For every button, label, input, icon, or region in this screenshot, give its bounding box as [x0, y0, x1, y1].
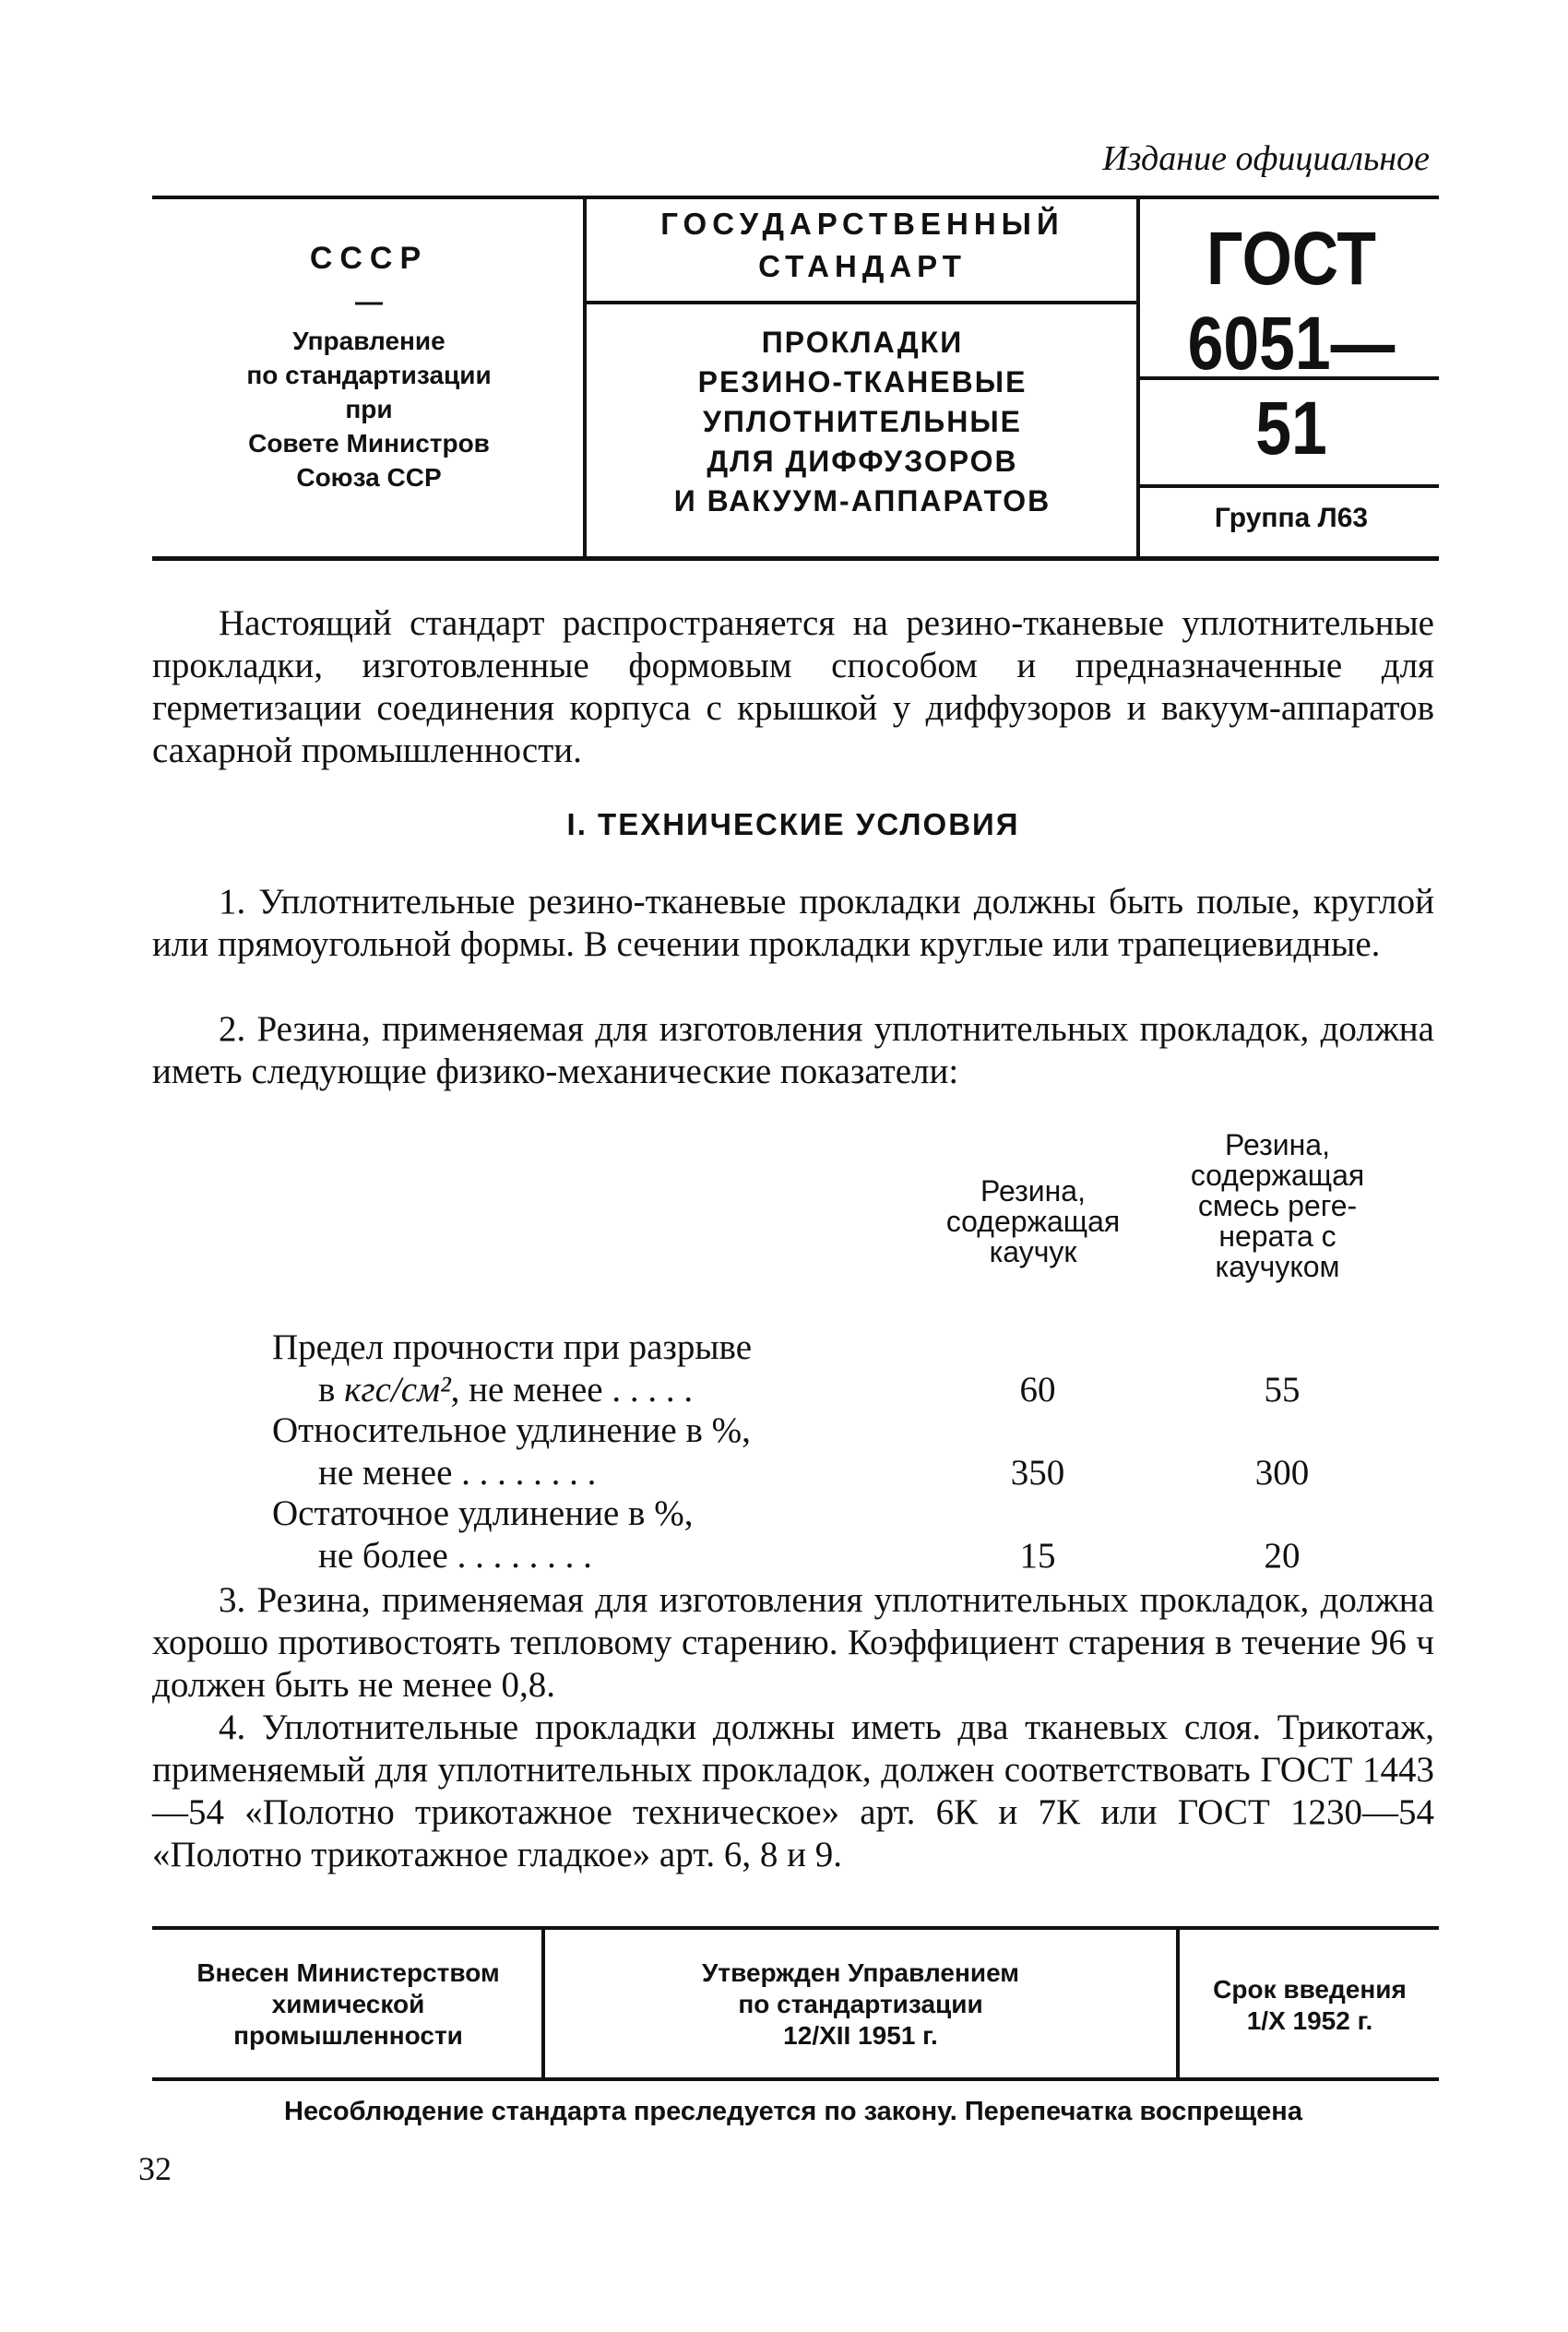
title-line: И ВАКУУМ-АППАРАТОВ — [673, 484, 1051, 518]
property-name: Остаточное удлинение в %, — [272, 1493, 694, 1533]
page-number: 32 — [138, 2150, 172, 2187]
authority-line: Совете Министров — [248, 429, 490, 458]
column-header-line: Резина, — [1225, 1128, 1330, 1161]
title-line: ДЛЯ ДИФФУЗОРОВ — [707, 445, 1018, 478]
effective-line: Срок введения — [1213, 1975, 1407, 2004]
approved-line: 12/XII 1951 г. — [783, 2021, 938, 2050]
edition-label: Издание официальное — [1102, 139, 1430, 178]
authority-line: Союза ССР — [296, 463, 442, 492]
approved-line: по стандартизации — [738, 1990, 983, 2018]
effective-date — [1181, 1974, 1439, 2037]
footer-bottom-rule — [152, 2077, 1439, 2081]
property-suffix: , не менее . . . . . — [450, 1370, 694, 1410]
title-line: ПРОКЛАДКИ — [761, 326, 964, 359]
clause-2: 2. Резина, применяемая для изготовления уплотнительных прокладок, должна иметь следующие физико-механические показатели: — [152, 1009, 1434, 1091]
country-dash: — — [355, 287, 383, 317]
title-line: УПЛОТНИТЕЛЬНЫЕ — [702, 405, 1023, 438]
legal-notice: Несоблюдение стандарта преследуется по закону. Перепечатка воспрещена — [284, 2097, 1302, 2126]
title-line: РЕЗИНО-ТКАНЕВЫЕ — [697, 365, 1028, 399]
authority-line: Управление — [292, 327, 445, 355]
header-bottom-rule — [152, 556, 1439, 561]
footer-divider-1 — [541, 1926, 545, 2079]
column-header-line: содержащая — [945, 1205, 1121, 1238]
property-name: Предел прочности при разрыве — [272, 1327, 753, 1367]
authority-line: при — [345, 395, 393, 423]
column-header-line: нерата с — [1218, 1220, 1336, 1253]
group-code: Группа Л63 — [1214, 503, 1369, 533]
footer-divider-2 — [1176, 1926, 1180, 2079]
section-title: I. ТЕХНИЧЕСКИЕ УСЛОВИЯ — [566, 807, 1020, 841]
property-name-cont — [272, 1369, 918, 1411]
property-unit: кгс/см² — [344, 1370, 451, 1410]
value-regenerate: 20 — [1264, 1536, 1301, 1576]
effective-line: 1/X 1952 г. — [1246, 2006, 1373, 2035]
header-top-rule — [152, 196, 1439, 199]
standard-type — [590, 203, 1134, 288]
value-rubber: 15 — [1019, 1536, 1056, 1576]
authority-block — [157, 235, 581, 494]
value-rubber: 350 — [1010, 1453, 1065, 1493]
property-name: Относительное удлинение в %, — [272, 1410, 751, 1450]
intro-paragraph: Настоящий стандарт распространяется на резино-тканевые уплотнительные прокладки, изготовленные формовым способом и предназначенные для герметизации соединения корпуса с крышкой у диффузоров и вакуум-аппаратов сахарной промышленности. — [152, 603, 1434, 770]
introduced-line: химической — [271, 1990, 425, 2018]
gost-label: ГОСТ — [1206, 217, 1376, 301]
value-regenerate: 55 — [1264, 1370, 1301, 1410]
property-row-label — [272, 1327, 918, 1411]
standard-type-line: ГОСУДАРСТВЕННЫЙ — [660, 207, 1064, 241]
gost-rule-2 — [1140, 484, 1439, 488]
column-header-line: смесь реге- — [1197, 1189, 1358, 1222]
clause-4: 4. Уплотнительные прокладки должны иметь два тканевых слоя. Трикотаж, применяемый для уплотнительных прокладок, должен соответствовать ГОСТ 1443—54 «Полотно трикотажное техническое» арт. 6К и 7К или ГОСТ 1230—54 «Полотно трикотажное гладкое» арт. 6, 8 и 9. — [152, 1707, 1434, 1874]
property-prefix: в — [318, 1370, 345, 1410]
value-rubber: 60 — [1019, 1370, 1056, 1410]
column-header-line: содержащая — [1190, 1159, 1365, 1192]
column-header-rubber — [922, 1176, 1144, 1267]
property-row-label — [272, 1493, 918, 1577]
approved-by — [546, 1957, 1175, 2052]
header-divider-1 — [583, 196, 587, 557]
clause-1: 1. Уплотнительные резино-тканевые прокладки должны быть полые, круглой или прямоугольной формы. В сечении прокладки круглые или трапециевидные. — [152, 882, 1434, 964]
column-header-line: каучук — [989, 1235, 1077, 1268]
property-name-cont: не менее . . . . . . . . — [318, 1453, 597, 1493]
introduced-line: Внесен Министерством — [196, 1958, 500, 1987]
country-name: СССР — [309, 241, 429, 276]
introduced-line: промышленности — [233, 2021, 463, 2050]
gost-code — [1166, 217, 1417, 471]
gost-number: 6051—51 — [1187, 302, 1396, 470]
column-header-regenerate — [1162, 1130, 1393, 1282]
value-regenerate: 300 — [1254, 1453, 1310, 1493]
standard-type-line: СТАНДАРТ — [758, 249, 967, 283]
footer-top-rule — [152, 1926, 1439, 1930]
column-header-line: Резина, — [980, 1174, 1086, 1208]
column-header-line: каучуком — [1215, 1250, 1340, 1283]
approved-line: Утвержден Управлением — [702, 1958, 1019, 1987]
standard-title — [590, 323, 1134, 521]
clause-3: 3. Резина, применяемая для изготовления уплотнительных прокладок, должна хорошо противостоять тепловому старению. Коэффициент старения в течение 96 ч должен быть не менее 0,8. — [152, 1580, 1434, 1705]
introduced-by — [157, 1957, 540, 2052]
property-row-label — [272, 1410, 918, 1494]
authority-line: по стандартизации — [246, 361, 492, 389]
property-name-cont: не более . . . . . . . . — [318, 1536, 592, 1576]
title-rule — [587, 301, 1136, 304]
